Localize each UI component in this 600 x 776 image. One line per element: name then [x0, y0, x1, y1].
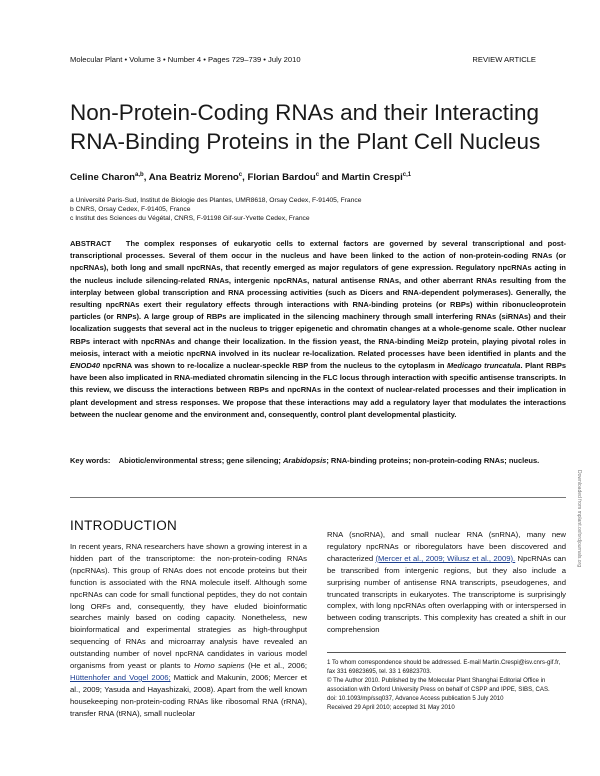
correspondence-note: 1 To whom correspondence should be addressed. E-mail Martin.Crespi@isv.cnrs-gif.fr, fax 331 69823695, tel. 33 1 69823703.: [327, 659, 561, 676]
keywords-label: Key words:: [70, 456, 111, 465]
affiliation: b CNRS, Orsay Cedex, F-91405, France: [70, 206, 191, 214]
abstract-gene-name: ENOD40: [70, 361, 101, 371]
author: Martin Crespi: [341, 172, 403, 184]
author: Celine Charon: [70, 172, 136, 184]
species-name: Homo sapiens: [194, 661, 245, 671]
doi-note: doi: 10.1093/mp/ssq037, Advance Access publication 5 July 2010: [327, 695, 504, 703]
citation-link[interactable]: Hüttenhofer and Vogel 2006;: [70, 672, 171, 682]
abstract-label: ABSTRACT: [70, 239, 112, 248]
author-affil-mark: c: [315, 172, 320, 178]
author-separator: ,: [242, 172, 248, 184]
affiliation: c Institut des Sciences du Végétal, CNRS, F-91198 Gif-sur-Yvette Cedex, France: [70, 215, 310, 223]
article-type: REVIEW ARTICLE: [472, 55, 536, 64]
abstract: [70, 238, 566, 421]
author-affil-mark: a,b: [135, 172, 144, 178]
author: Ana Beatriz Moreno: [148, 172, 239, 184]
body-text: NpcRNAs can be transcribed from intergenic regions, but they also include a surprising number of antisense RNA transcripts, pseudogenes, and truncated transcripts in eukaryotes. The transcriptome is surprisingly complex, with long npcRNAs often overlapping with or interspersed in between coding transcripts. This complexity has created a shift in our comprehension: [327, 553, 566, 635]
author-separator: ,: [143, 172, 149, 184]
intro-column-left: [70, 541, 307, 720]
affiliation: a Université Paris-Sud, Institut de Biologie des Plantes, UMR8618, Orsay Cedex, F-91405, France: [70, 197, 362, 204]
keywords-text: Abiotic/environmental stress; gene silencing;: [118, 456, 283, 465]
keyword-species: Arabidopsis: [283, 456, 327, 465]
affiliations: [70, 196, 361, 224]
author-affil-mark: c: [238, 172, 243, 178]
download-watermark: Downloaded from mplant.oxfordjournals.org: [576, 470, 582, 567]
author: Florian Bardou: [247, 172, 316, 184]
body-text: In recent years, RNA researchers have shown a growing interest in a hidden part of the transcriptome: the non-protein-coding RNAs (npcRNAs). This group of RNAs does not encode proteins but their function is associated with the RNA molecule itself. Although some npcRNAs can code for small functional peptides, they do not contain long ORFs and, consequently, they have eluded bioinformatic searches mainly based on coding capacity. Nonetheless, new bioinformatical and experimental strategies as high-throughput sequencing of RNAs and microarray analysis have revealed an outstanding number of novel npcRNA candidates in various model organisms from yeast or plants to: [70, 542, 307, 671]
body-text: RNA (snoRNA), and small nuclear RNA (snRNA), many new regulatory npcRNAs or riboregulators have been discovered and characterized: [327, 530, 566, 563]
abstract-text: . Plant RBPs have been also implicated in RNA-mediated chromatin silencing in the FLC locus through interaction with specific antisense transcripts. In this review, we discuss the interactions between RBPs and npcRNAs in the context of nuclear-related processes and their implication in plant development and stress responses. We propose that these interactions may add a regulatory layer that modulates the interactions between the nuclear genome and the environment and, consequently, control plant developmental plasticity.: [70, 361, 566, 419]
citation-link[interactable]: (Mercer et al., 2009; Wilusz et al., 2009).: [375, 553, 516, 563]
journal-citation: Molecular Plant • Volume 3 • Number 4 • Pages 729–739 • July 2010: [70, 55, 301, 64]
section-divider: [70, 497, 566, 498]
copyright-note: © The Author 2010. Published by the Molecular Plant Shanghai Editorial Office in association with Oxford University Press on behalf of CSPP and IPPE, SIBS, CAS.: [327, 677, 550, 694]
abstract-text: npcRNA was shown to re-localize a nuclear-speckle RBP from the nucleus to the cytoplasm in: [100, 361, 448, 371]
keywords: [70, 455, 566, 467]
received-note: Received 29 April 2010; accepted 31 May 2010: [327, 704, 455, 712]
section-heading-introduction: INTRODUCTION: [70, 518, 178, 533]
footnotes: [327, 652, 566, 713]
author-list: [70, 172, 411, 183]
body-text: (He et al., 2006;: [244, 661, 307, 671]
abstract-text: The complex responses of eukaryotic cells to external factors are governed by several transcriptional and post-transcriptional processes. Several of them occur in the nucleus and have been linked to the action of non-protein-coding RNAs (or npcRNAs), both long and small npcRNAs, that recently emerged as major regulators of gene expression. Regulatory npcRNAs acting in the nucleus include silencing-related RNAs, intergenic npcRNAs, natural antisense RNAs, and other aberrant RNAs resulting from the interplay between global transcription and RNA processing activities (such as Dicers and RNA-dependent polymerases). Generally, the resulting npcRNAs exert their regulatory effects through interactions with RNA-binding proteins (or RBPs) within ribonucleoprotein particles (or RNPs). A large group of RBPs are implicated in the silencing machinery through small interfering RNAs (siRNAs) and their localization suggests that several act in the nucleus to trigger epigenetic and chromatin changes at a whole-genome scale. Other nuclear RBPs interact with npcRNAs and change their localization. In the fission yeast, the RNA-binding Mei2p protein, playing pivotal roles in meiosis, interact with a meiotic npcRNA involved in its nuclear re-localization. Related processes have been identified in plants and the: [70, 239, 566, 358]
keywords-text: ; RNA-binding proteins; non-protein-coding RNAs; nucleus.: [326, 456, 540, 465]
author-separator: and: [319, 172, 342, 184]
intro-column-right: [327, 529, 566, 636]
article-title: Non-Protein-Coding RNAs and their Interacting RNA-Binding Proteins in the Plant Cell Nucleus: [70, 100, 541, 154]
body-text: Mattick and Makunin, 2006; Mercer et al., 2009; Yasuda and Hayashizaki, 2008). Apart from the well known housekeeping non-protein-coding RNAs like ribosomal RNA (rRNA), transfer RNA (tRNA), small nucleolar: [70, 672, 307, 718]
abstract-species-name: Medicago truncatula: [447, 361, 521, 371]
author-affil-mark: c,1: [402, 172, 412, 178]
